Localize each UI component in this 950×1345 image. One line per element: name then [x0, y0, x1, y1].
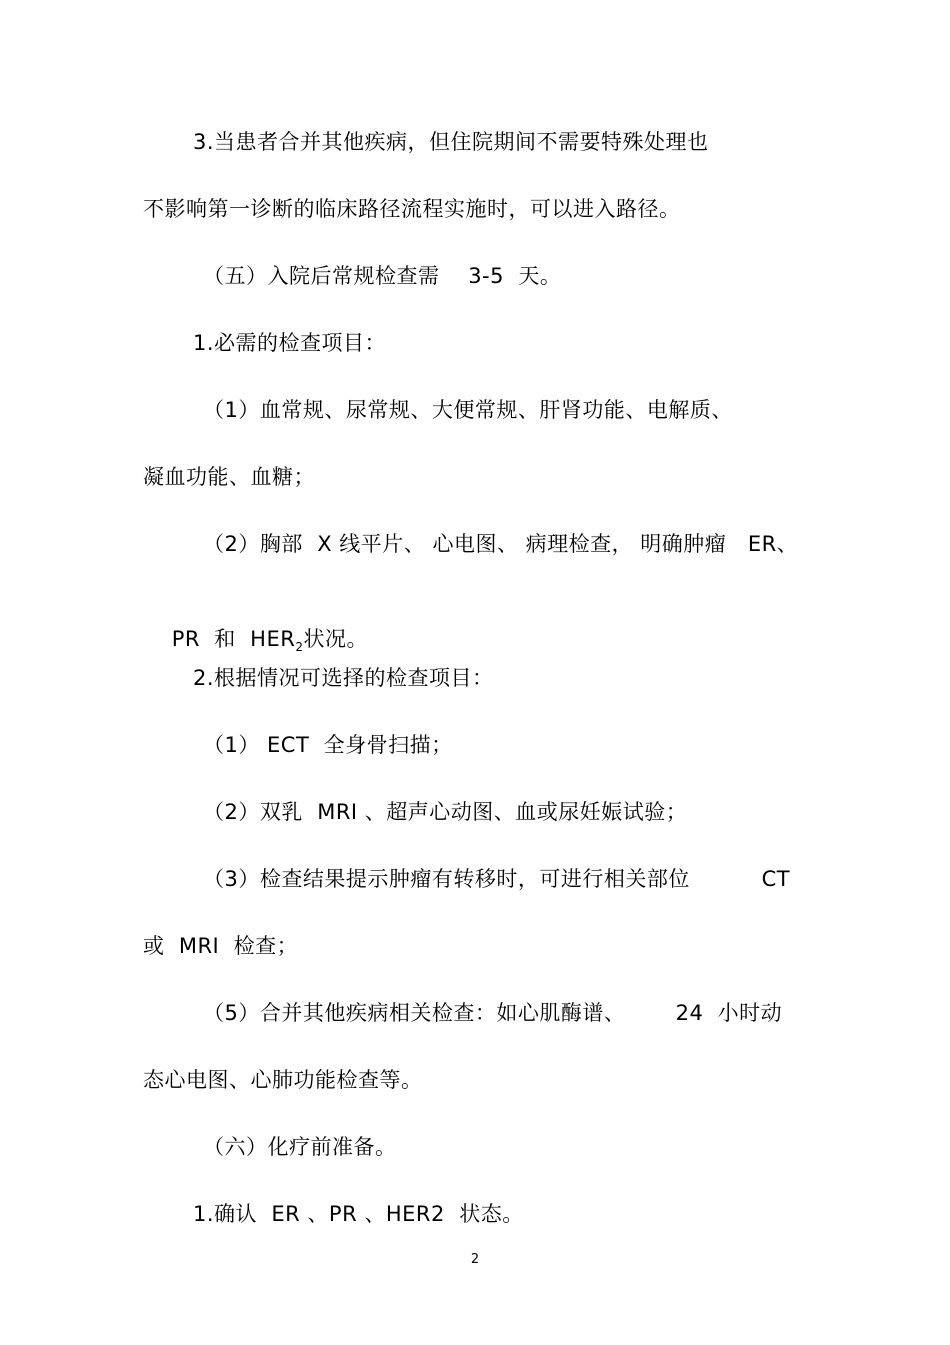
- her-suffix: 状况。: [303, 627, 368, 651]
- subsection-heading-1: 1.必需的检查项目：: [193, 331, 387, 355]
- optional-item-1: （1） ECT 全身骨扫描；: [203, 733, 453, 757]
- paragraph-line-1: 3.当患者合并其他疾病，但住院期间不需要特殊处理也: [193, 130, 709, 154]
- list-item-2-line-1: （2）胸部 X 线平片、 心电图、 病理检查， 明确肿瘤 ER、: [203, 532, 799, 556]
- page-number: 2: [470, 1252, 480, 1267]
- optional-item-3-line-2: 或 MRI 检查；: [143, 934, 299, 958]
- section-heading-5: （五）入院后常规检查需 3-5 天。: [203, 264, 562, 288]
- list-item-1-line-2: 凝血功能、血糖；: [143, 465, 315, 489]
- optional-item-3-line-1: （3）检查结果提示肿瘤有转移时，可进行相关部位 CT: [203, 867, 791, 891]
- list-item-1-line-1: （1）血常规、尿常规、大便常规、肝肾功能、电解质、: [203, 398, 733, 422]
- prep-item-1: 1.确认 ER 、PR 、HER2 状态。: [193, 1202, 524, 1226]
- optional-item-5-line-2: 态心电图、心肺功能检查等。: [143, 1068, 423, 1092]
- her-label: PR 和 HER: [171, 627, 296, 651]
- optional-item-5-line-1: （5）合并其他疾病相关检查：如心肌酶谱、 24 小时动: [203, 1001, 783, 1025]
- her-subscript: 2: [295, 640, 304, 655]
- paragraph-line-2: 不影响第一诊断的临床路径流程实施时，可以进入路径。: [143, 197, 681, 221]
- section-heading-6: （六）化疗前准备。: [203, 1135, 397, 1159]
- subsection-heading-2: 2.根据情况可选择的检查项目：: [193, 666, 494, 690]
- optional-item-2: （2）双乳 MRI 、超声心动图、血或尿妊娠试验；: [203, 800, 688, 824]
